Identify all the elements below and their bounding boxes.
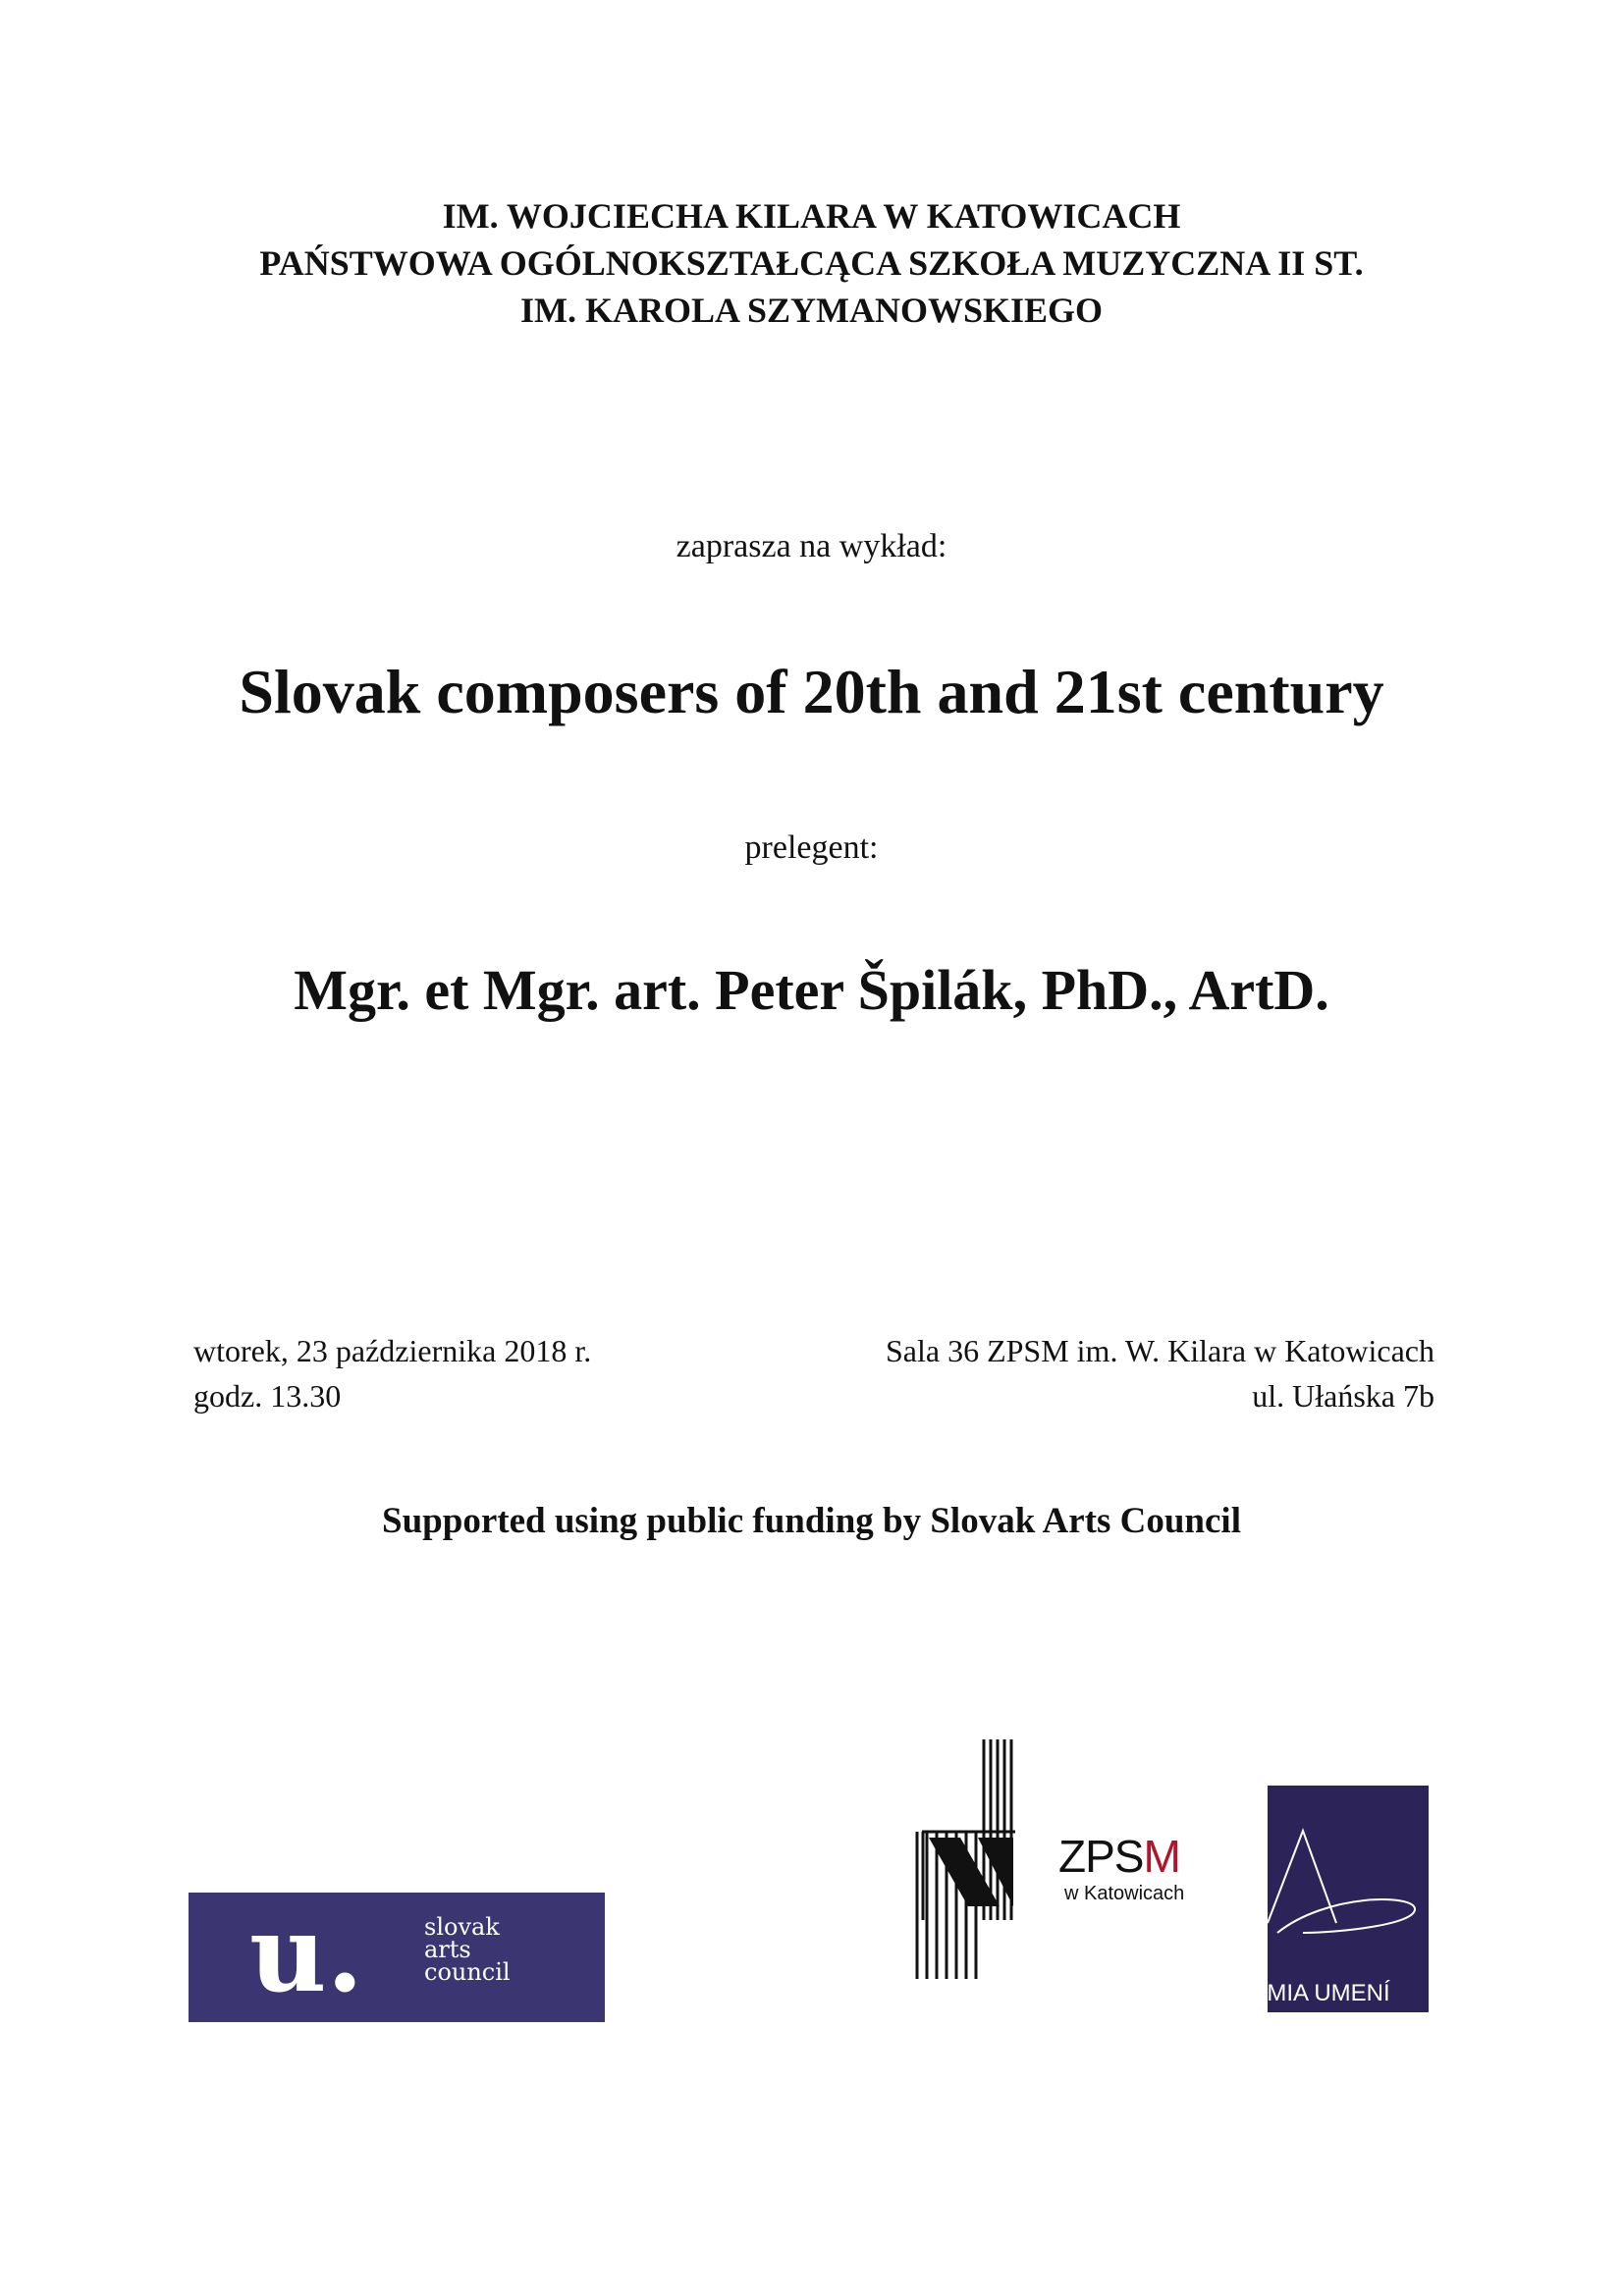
speaker-name: Mgr. et Mgr. art. Peter Špilák, PhD., ArtD. — [294, 958, 1329, 1022]
support-note: Supported using public funding by Slovak Arts Council — [382, 1501, 1241, 1541]
event-location — [886, 1328, 1434, 1418]
header-line-3: IM. KAROLA SZYMANOWSKIEGO — [519, 291, 1104, 330]
akademia-umeni-logo — [1234, 1786, 1429, 2012]
sac-wordmark — [424, 1913, 511, 1986]
sac-word-2: arts — [424, 1936, 471, 1963]
au-emblem — [1268, 1786, 1429, 2012]
header-line-2: PAŃSTWOWA OGÓLNOKSZTAŁCĄCA SZKOŁA MUZYCZNA II ST. — [259, 243, 1364, 283]
sac-mark: u. — [249, 1893, 364, 2016]
intro-text: zaprasza na wykład: — [676, 528, 947, 564]
school-header — [0, 192, 1623, 334]
event-time: godz. 13.30 — [193, 1378, 342, 1414]
zpsm-emblem — [791, 1684, 1263, 2028]
slovak-arts-council-logo — [189, 1893, 605, 2022]
speaker-label: prelegent: — [744, 829, 879, 866]
event-datetime — [193, 1328, 591, 1418]
au-wordmark: DÉMIA UMENÍ — [1234, 1980, 1390, 2006]
lecture-title: Slovak composers of 20th and 21st century — [239, 657, 1384, 726]
sac-word-1: slovak — [424, 1913, 500, 1941]
zpsm-logo — [791, 1684, 1263, 2028]
event-venue: Sala 36 ZPSM im. W. Kilara w Katowicach — [885, 1333, 1434, 1368]
zpsm-wordmark: ZPSM — [1058, 1831, 1180, 1882]
zpsm-subtitle: w Katowicach — [1064, 1883, 1185, 1904]
sac-word-3: council — [424, 1958, 511, 1986]
event-date: wtorek, 23 października 2018 r. — [193, 1333, 592, 1368]
event-address: ul. Ułańska 7b — [1252, 1378, 1434, 1414]
header-line-1: IM. WOJCIECHA KILARA W KATOWICACH — [442, 196, 1181, 236]
